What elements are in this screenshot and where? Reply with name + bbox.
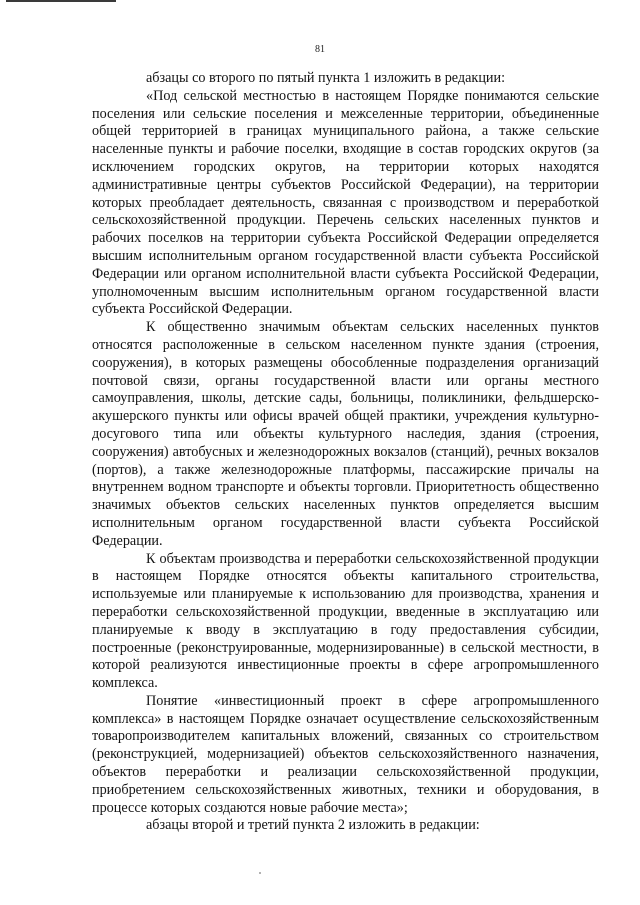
document-body (92, 70, 599, 835)
paragraph-amendment-next: абзацы второй и третий пункта 2 изложить в редакции: (146, 817, 480, 834)
paragraph-rural-area-definition: «Под сельской местностью в настоящем Порядке понимаются сельские поселения или сельские поселения и межселенные территории, объединенные общей территорией в границах муниципального района, а также сельские населенные пункты и рабочие поселки, входящие в состав городских округов (за исключением городских округов, на территории которых находятся административные центры субъектов Российской Федерации), на территории которых преобладает деятельность, связанная с производством и переработкой сельскохозяйственной продукции. Перечень сельских населенных пунктов и рабочих поселков на территории субъекта Российской Федерации определяется высшим исполнительным органом государственной власти субъекта Российской Федерации или органом исполнительной власти субъекта Российской Федерации, уполномоченным высшим исполнительным органом государственной власти субъекта Российской Федерации. (92, 87, 599, 318)
page-number: 81 (315, 44, 325, 55)
paragraph-amendment-intro: абзацы со второго по пятый пункта 1 изложить в редакции: (146, 70, 506, 86)
paragraph-production-objects: К объектам производства и переработки сельскохозяйственной продукции в настоящем Порядке относятся объекты капитального строительства, используемые или планируемые к использованию для производства, хранения и переработки сельскохозяйственной продукции, введенные в эксплуатацию или планируемые к вводу в эксплуатацию в году предоставления субсидии, построенные (реконструированные, модернизированные) в сельской местности, в которой реализуются инвестиционные проекты в сфере агропромышленного комплекса. (92, 550, 599, 692)
paragraph-public-objects: К общественно значимым объектам сельских населенных пунктов относятся расположенные в сельском населенном пункте здания (строения, сооружения), в которых размещены обособленные подразделения организаций почтовой связи, органы государственной власти или органы местного самоуправления, школы, детские сады, больницы, поликлиники, фельдшерско-акушерского пункты или офисы врачей общей практики, учреждения культурно-досугового типа или объекты культурного наследия, здания (строения, сооружения) автобусных и железнодорожных вокзалов (станций), речных вокзалов (портов), а также железнодорожные платформы, пассажирские причалы на внутреннем водном транспорте и объекты торговли. Приоритетность общественно значимых объектов сельских населенных пунктов определяется высшим исполнительным органом государственной власти субъекта Российской Федерации. (92, 319, 599, 549)
paragraph-investment-project: Понятие «инвестиционный проект в сфере агропромышленного комплекса» в настоящем Порядке означает осуществление сельскохозяйственным товаропроизводителем капитальных вложений, связанных со строительством (реконструкцией, модернизацией) объектов сельскохозяйственного назначения, объектов переработки и реализации сельскохозяйственной продукции, приобретением сельскохозяйственных животных, техники и оборудования, в процессе которых создаются новые рабочие места»; (92, 692, 599, 816)
scan-edge-mark (6, 0, 116, 2)
scan-speck (259, 872, 261, 874)
